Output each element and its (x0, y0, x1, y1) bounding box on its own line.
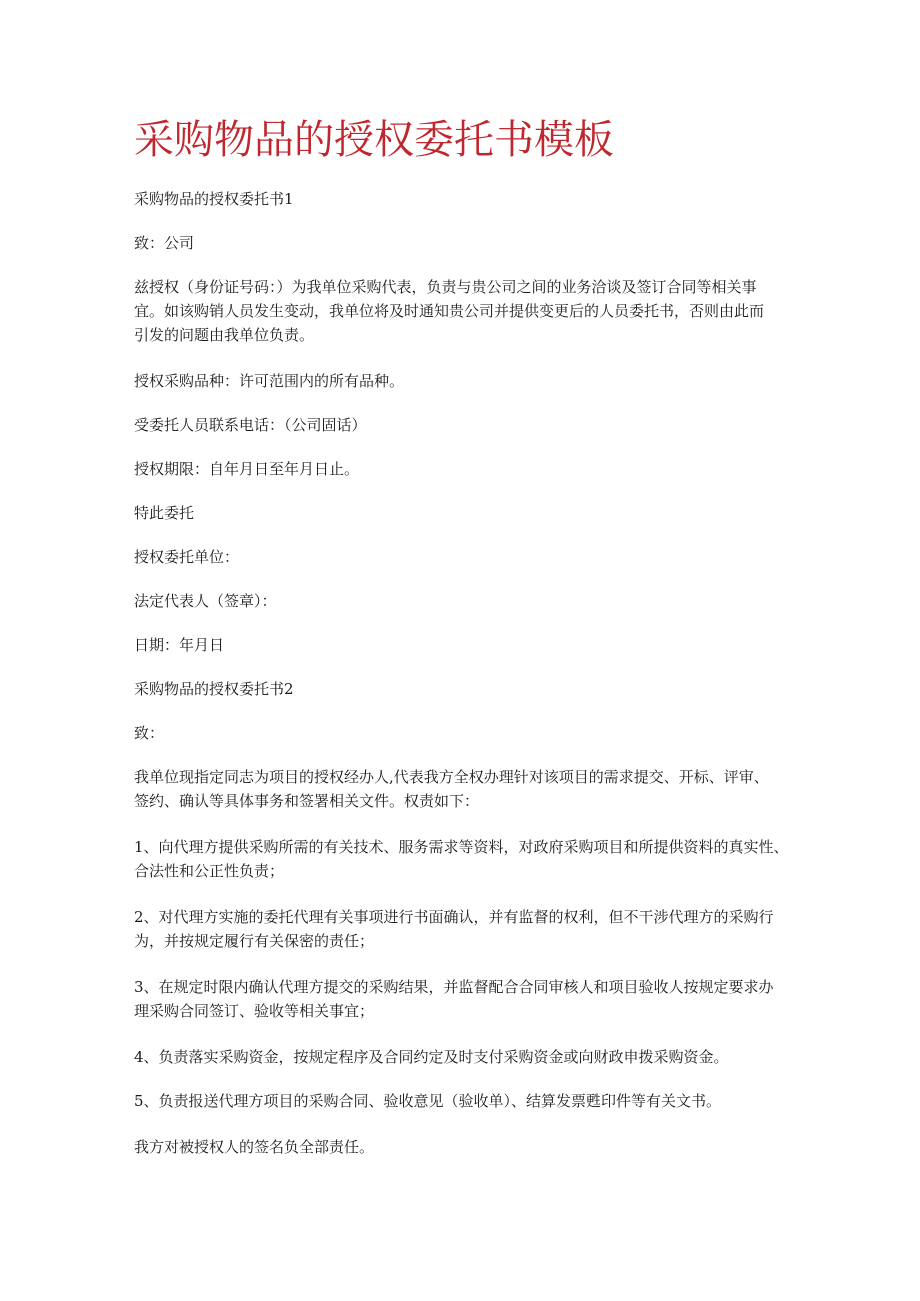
section1-addressee: 致：公司 (134, 234, 195, 252)
section2-addressee: 致： (134, 724, 165, 742)
section1-scope: 授权采购品种：许可范围内的所有品种。 (134, 372, 405, 390)
section1-date: 日期：年月日 (134, 636, 225, 654)
section1-legal-rep: 法定代表人（签章）： (134, 592, 277, 610)
section1-body-line-1: 兹授权（身份证号码：）为我单位采购代表，负责与贵公司之间的业务洽谈及签订合同等相关事 (134, 278, 757, 296)
section2-item2-line-2: 为，并按规定履行有关保密的责任； (134, 932, 375, 950)
section1-unit: 授权委托单位： (134, 548, 240, 566)
section2-item3-line-2: 理采购合同签订、验收等相关事宜； (134, 1002, 375, 1020)
section1-body-line-2: 宜。如该购销人员发生变动，我单位将及时通知贵公司并提供变更后的人员委托书，否则由此而 (134, 302, 765, 320)
section2-item4: 4、负责落实采购资金，按规定程序及合同约定及时支付采购资金或向财政申拨采购资金。 (134, 1048, 729, 1066)
section2-item5: 5、负责报送代理方项目的采购合同、验收意见（验收单）、结算发票甦印件等有关文书。 (134, 1092, 722, 1110)
section1-heading: 采购物品的授权委托书1 (134, 190, 294, 208)
section1-body-line-3: 引发的问题由我单位负责。 (134, 326, 315, 344)
document-title: 采购物品的授权委托书模板 (134, 117, 614, 163)
section1-phone: 受委托人员联系电话：（公司固话） (134, 416, 367, 434)
section2-item2-line-1: 2、对代理方实施的委托代理有关事项进行书面确认，并有监督的权利，但不干涉代理方的采购行 (134, 908, 774, 926)
section2-intro-line-1: 我单位现指定同志为项目的授权经办人,代表我方全权办理针对该项目的需求提交、开标、评审、 (134, 768, 769, 786)
section1-special: 特此委托 (134, 504, 195, 522)
section2-item3-line-1: 3、在规定时限内确认代理方提交的采购结果，并监督配合合同审核人和项目验收人按规定要求办 (134, 978, 774, 996)
section2-item1-line-2: 合法性和公正性负责； (134, 862, 285, 880)
section2-intro-line-2: 签约、确认等具体事务和签署相关文件。权责如下： (134, 792, 480, 810)
section1-period: 授权期限：自年月日至年月日止。 (134, 460, 360, 478)
section2-heading: 采购物品的授权委托书2 (134, 680, 294, 698)
section2-closing: 我方对被授权人的签名负全部责任。 (134, 1138, 375, 1156)
section2-item1-line-1: 1、向代理方提供采购所需的有关技术、服务需求等资料，对政府采购项目和所提供资料的真实性、 (134, 838, 789, 856)
